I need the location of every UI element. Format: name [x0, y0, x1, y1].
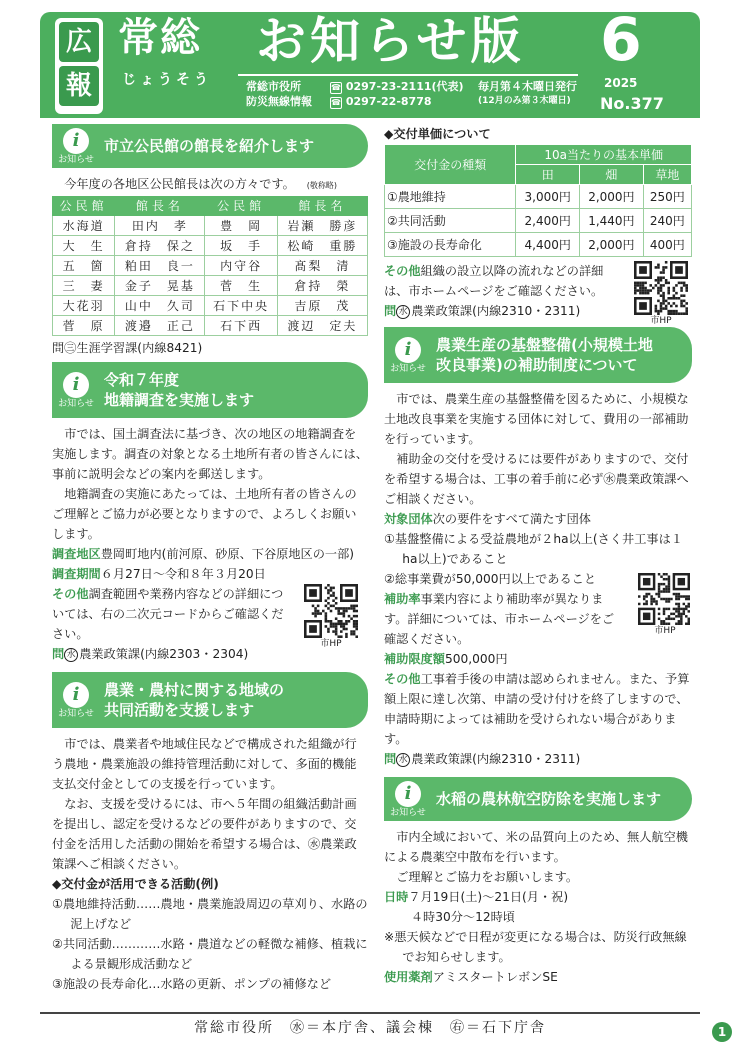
table-cell: 1,440円 [580, 209, 644, 233]
cadastral-p2: 地籍調査の実施にあたっては、土地所有者の皆さんのご理解とご協力が必要となりますので、よろしくお願いします。 [52, 487, 357, 541]
section-title: 農業・農村に関する地域の 共同活動を支援します [104, 680, 285, 719]
land-rate: 補助率事業内容により補助率が異なります。詳細については、市ホームページをご確認ください。 [384, 592, 615, 646]
right-column [384, 124, 692, 987]
cadastral-p1: 市では、国土調査法に基づき、次の地区の地籍調査を実施します。調査の対象となる土地所有者の皆さんには、事前に説明会などの案内を郵送します。 [52, 427, 368, 481]
table-cell: 石下西 [205, 316, 277, 336]
table-cell: 金子 晃基 [115, 276, 205, 296]
table-cell: 菅 生 [205, 276, 277, 296]
table-cell: 2,400円 [516, 209, 580, 233]
spray-note: ※悪天候などで日程が変更になる場合は、防災行政無線でお知らせします。 [384, 930, 687, 964]
spray-date: 日時７月19日(土)～21日(月・祝) [384, 890, 569, 904]
phone-icon: ☎ [331, 97, 341, 107]
table-cell: 4,400円 [516, 233, 580, 257]
table-cell: 240円 [643, 209, 691, 233]
unit-other-block [384, 261, 692, 326]
cadastral-area: 調査地区豊岡町地内(前河原、砂原、下谷原地区の一部) [52, 547, 355, 561]
land-p2: 補助金の交付を受けるには要件がありますので、交付を希望する場合は、工事の着手前に必ず㊌農業政策課へご相談ください。 [384, 452, 689, 506]
section-title: 水稲の農林航空防除を実施します [436, 789, 662, 808]
table-cell: 松崎 重勝 [277, 236, 367, 256]
table-cell: 坂 手 [205, 236, 277, 256]
qr-code-icon [304, 584, 358, 638]
info-icon: i お知らせ [58, 374, 94, 409]
tel-radio: 0297-22-8778 [345, 94, 432, 108]
info-icon: i お知らせ [390, 783, 426, 818]
joint-p2: なお、支援を受けるには、市へ５年間の組織活動計画を提出し、認定を受けるなどの要件がありますので、交付金を活用した活動の開始を希望する場合は、㊌農業政策課へご相談ください。 [52, 797, 357, 871]
info-icon: i お知らせ [58, 684, 94, 719]
header-tels [330, 80, 464, 110]
header-office [246, 80, 312, 110]
qr-code-joint[interactable]: 市HP [634, 261, 688, 329]
table-cell: 三 妻 [53, 276, 115, 296]
land-p1: 市では、農業生産の基盤整備を図るために、小規模な土地改良事業を実施する団体に対して、費用の一部補助を行っています。 [384, 392, 689, 446]
table-cell: 2,000円 [580, 185, 644, 209]
issue-month: 6 [600, 5, 642, 75]
unit-title: ◆交付単価について [384, 127, 491, 141]
table-cell: 大花羽 [53, 296, 115, 316]
kohou-char-2: 報 [59, 66, 99, 106]
land-target: 対象団体次の要件をすべて満たす団体 [384, 512, 591, 526]
joint-p1: 市では、農業者や地域住民などで構成された組織が行う農地・農業施設の維持管理活動に対して、多面的機能支払交付金としての支援を行っています。 [52, 737, 357, 791]
radio-info: 防災無線情報 [246, 94, 312, 108]
table-cell: 400円 [643, 233, 691, 257]
issue-rule: 毎月第４木曜日発行 [478, 80, 577, 93]
land-limit: 補助限度額500,000円 [384, 652, 508, 666]
tel-main: 0297-23-2111(代表) [345, 80, 464, 93]
kohou-char-1: 広 [59, 22, 99, 62]
table-cell: 3,000円 [516, 185, 580, 209]
unit-other: その他組織の設立以降の流れなどの詳細は、市ホームページをご確認ください。 [384, 264, 604, 298]
land-contact: 問 水 農業政策課(内線2310・2311) [384, 752, 581, 766]
table-cell: 菅 原 [53, 316, 115, 336]
table-cell: 田内 孝 [115, 216, 205, 236]
table-cell: 大 生 [53, 236, 115, 256]
table-cell: ②共同活動 [385, 209, 516, 233]
table-cell: 渡辺 定夫 [277, 316, 367, 336]
table-cell: 水海道 [53, 216, 115, 236]
spray-p2: ご理解とご協力をお願いします。 [396, 870, 579, 884]
cadastral-period: 調査期間６月27日～令和８年３月20日 [52, 567, 266, 581]
spray-p1: 市内全域において、米の品質向上のため、無人航空機による農薬空中散布を行います。 [384, 830, 688, 864]
issue-number: No.377 [600, 94, 664, 113]
office-name: 常総市役所 [246, 80, 301, 93]
joso-logo: 常総 [118, 15, 202, 61]
page-title: お知らせ版 [256, 12, 525, 70]
table-row [53, 256, 368, 276]
table-cell: 石下中央 [205, 296, 277, 316]
table-cell: 2,000円 [580, 233, 644, 257]
chiefs-contact: 問㊂生涯学習課(内線8421) [52, 341, 203, 355]
section-header-joint-activity [52, 672, 368, 728]
kohou-badge [55, 18, 103, 114]
table-cell: 豊 岡 [205, 216, 277, 236]
table-cell: 倉持 榮 [277, 276, 367, 296]
section-header-land-improvement [384, 327, 692, 383]
section-title: 市立公民館の館長を紹介します [104, 136, 315, 155]
spray-chemical: 使用薬剤アミスタートレボンSE [384, 970, 558, 984]
phone-icon: ☎ [331, 83, 341, 92]
joint-example-1: ①農地維持活動……農地・農業施設周辺の草刈り、水路の泥上げなど [52, 897, 368, 931]
table-cell: ③施設の長寿命化 [385, 233, 516, 257]
info-icon: i お知らせ [390, 339, 426, 374]
table-cell: 五 箇 [53, 256, 115, 276]
chiefs-table: 公民館 館長名 公民館 館長名 水海道 田内 孝 豊 岡 岩瀬 勝彦 大 生 倉持 保之 坂 手 松崎 重勝 五 箇 粕田 良一 内守谷 髙梨 清 三 妻 金子 晃基 菅 生 倉持 榮 大花羽 山中 久司 石下中央 吉原 茂 菅 原 渡邉 正己 石下西 渡辺 定夫 [52, 196, 368, 336]
issue-schedule [478, 80, 577, 107]
table-cell: 吉原 茂 [277, 296, 367, 316]
qr-code-land[interactable]: 市HP [638, 573, 692, 639]
table-row [53, 296, 368, 316]
masthead [0, 0, 742, 120]
table-row [53, 276, 368, 296]
table-cell: 岩瀬 勝彦 [277, 216, 367, 236]
cadastral-contact: 問 水 農業政策課(内線2303・2304) [52, 647, 249, 661]
table-cell: 渡邉 正己 [115, 316, 205, 336]
joint-example-3: ③施設の長寿命化…水路の更新、ポンプの補修など [52, 977, 332, 991]
table-row [385, 233, 692, 257]
section-header-aerial-spray [384, 777, 692, 821]
table-cell: 倉持 保之 [115, 236, 205, 256]
table-cell: ①農地維持 [385, 185, 516, 209]
qr-code-cadastral[interactable]: 市HP [304, 584, 358, 652]
table-cell: 山中 久司 [115, 296, 205, 316]
land-req-2: ②総事業費が50,000円以上であること [384, 572, 597, 586]
cadastral-other: その他調査範囲や業務内容などの詳細については、右の二次元コードからご確認ください。 [52, 587, 284, 641]
section-title: 農業生産の基盤整備(小規模土地 改良事業)の補助制度について [436, 335, 653, 374]
table-cell: 内守谷 [205, 256, 277, 276]
section-title: 令和７年度 地籍調査を実施します [104, 370, 255, 409]
land-other: その他工事着手後の申請は認められません。また、予算額上限に達し次第、申請の受け付けを終了しますので、申請時期によっては補助を受けられない場合があります。 [384, 672, 690, 746]
table-row [385, 185, 692, 209]
joint-examples-title: ◆交付金が活用できる活動(例) [52, 877, 219, 891]
qr-code-icon [634, 261, 688, 315]
footer: 常総市役所 ㊌＝本庁舎、議会棟 ㊨＝石下庁舎 [40, 1012, 700, 1039]
table-cell: 髙梨 清 [277, 256, 367, 276]
land-req-1: ①基盤整備による受益農地が２ha以上(さく井工事は１ha以上)であること [384, 532, 683, 566]
section-header-cadastral [52, 362, 368, 418]
table-row [385, 209, 692, 233]
info-icon: i お知らせ [58, 130, 94, 165]
issue-year: 2025 [604, 76, 638, 90]
left-column [52, 124, 368, 994]
table-row [53, 316, 368, 336]
header-divider [238, 74, 578, 76]
chiefs-intro: 今年度の各地区公民館長は次の方々です。 (敬称略) [64, 177, 338, 191]
issue-note: (12月のみ第３木曜日) [478, 95, 571, 106]
joint-example-2: ②共同活動…………水路・農道などの軽微な補修、植栽による景観形成活動など [52, 937, 368, 971]
page-number: 1 [712, 1022, 732, 1042]
unit-contact: 問 水 農業政策課(内線2310・2311) [384, 304, 581, 318]
table-row [53, 236, 368, 256]
cadastral-other-block [52, 584, 368, 664]
table-row [53, 216, 368, 236]
section-header-chiefs [52, 124, 368, 168]
table-cell: 粕田 良一 [115, 256, 205, 276]
spray-time: ４時30分～12時頃 [410, 910, 515, 924]
table-cell: 250円 [643, 185, 691, 209]
qr-code-icon [638, 573, 690, 625]
unit-price-table: 交付金の種類 10a当たりの基本単価 田 畑 草地 ①農地維持 3,000円 2,000円 250円 ②共同活動 2,400円 1,440円 240円 ③施設の長寿命化 4,400円 2,000円 400円 [384, 144, 692, 257]
land-rate-block [384, 569, 692, 649]
joso-kana: じょうそう [122, 72, 212, 88]
